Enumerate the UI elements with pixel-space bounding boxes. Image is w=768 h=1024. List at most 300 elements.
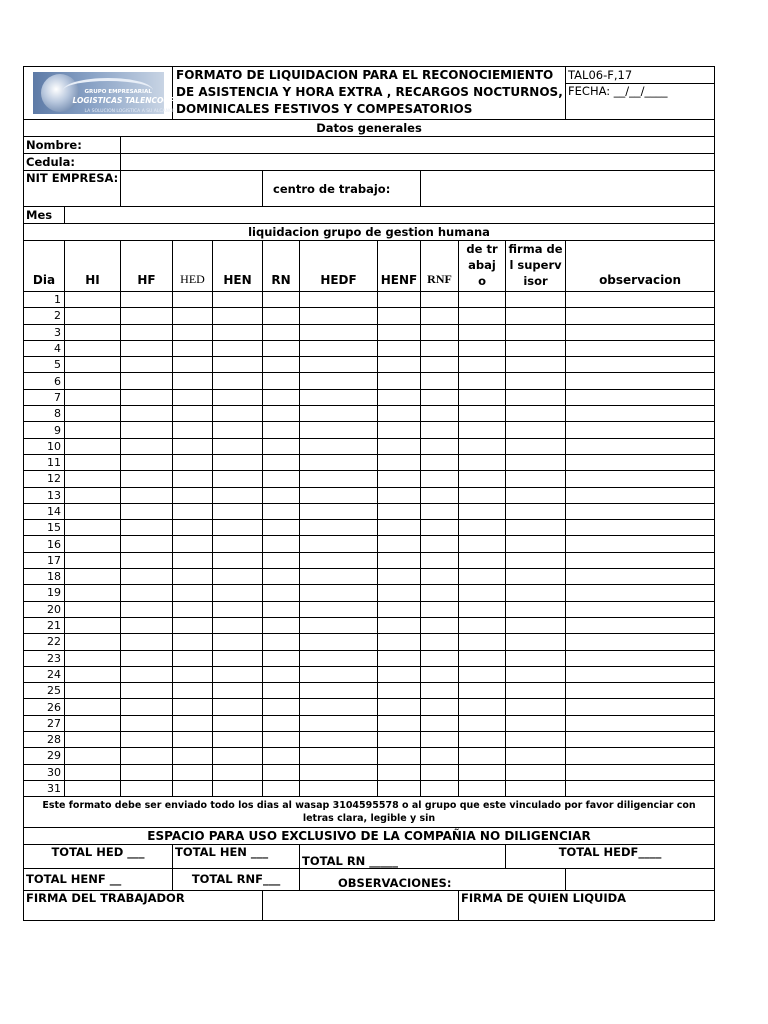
day-cell[interactable] [263, 454, 300, 470]
day-cell[interactable] [378, 650, 421, 666]
day-cell[interactable] [300, 748, 378, 764]
day-cell[interactable] [263, 666, 300, 682]
day-cell[interactable] [378, 748, 421, 764]
day-cell[interactable] [378, 324, 421, 340]
day-cell[interactable] [378, 389, 421, 405]
day-cell[interactable] [121, 780, 173, 796]
day-cell[interactable] [300, 454, 378, 470]
day-cell[interactable] [421, 454, 459, 470]
day-cell[interactable] [506, 617, 566, 633]
day-cell[interactable] [421, 552, 459, 568]
day-cell[interactable] [459, 732, 506, 748]
day-cell[interactable] [173, 585, 213, 601]
day-cell[interactable] [421, 324, 459, 340]
day-cell[interactable] [263, 634, 300, 650]
day-cell[interactable] [263, 748, 300, 764]
day-cell[interactable] [566, 292, 715, 308]
day-cell[interactable] [300, 617, 378, 633]
day-cell[interactable] [459, 454, 506, 470]
day-cell[interactable] [213, 650, 263, 666]
day-cell[interactable] [506, 715, 566, 731]
day-cell[interactable] [65, 373, 121, 389]
day-cell[interactable] [173, 683, 213, 699]
day-cell[interactable] [65, 340, 121, 356]
day-cell[interactable] [459, 748, 506, 764]
day-cell[interactable] [421, 666, 459, 682]
day-cell[interactable] [213, 634, 263, 650]
day-cell[interactable] [378, 715, 421, 731]
day-cell[interactable] [378, 666, 421, 682]
day-cell[interactable] [378, 683, 421, 699]
day-cell[interactable] [300, 308, 378, 324]
day-cell[interactable] [121, 422, 173, 438]
day-cell[interactable] [421, 585, 459, 601]
day-cell[interactable] [213, 666, 263, 682]
day-cell[interactable] [121, 487, 173, 503]
day-cell[interactable] [566, 650, 715, 666]
day-cell[interactable] [566, 683, 715, 699]
day-cell[interactable] [121, 715, 173, 731]
day-cell[interactable] [506, 732, 566, 748]
day-cell[interactable] [459, 503, 506, 519]
day-cell[interactable] [173, 454, 213, 470]
day-cell[interactable] [213, 292, 263, 308]
day-cell[interactable] [173, 732, 213, 748]
day-cell[interactable] [459, 406, 506, 422]
day-cell[interactable] [459, 422, 506, 438]
day-cell[interactable] [121, 454, 173, 470]
firma-trabajador-field[interactable] [263, 891, 459, 921]
day-cell[interactable] [300, 406, 378, 422]
day-cell[interactable] [263, 503, 300, 519]
day-cell[interactable] [300, 536, 378, 552]
day-cell[interactable] [506, 389, 566, 405]
day-cell[interactable] [300, 520, 378, 536]
day-cell[interactable] [566, 569, 715, 585]
day-cell[interactable] [65, 780, 121, 796]
day-cell[interactable] [566, 389, 715, 405]
day-cell[interactable] [506, 569, 566, 585]
day-cell[interactable] [173, 406, 213, 422]
day-cell[interactable] [566, 422, 715, 438]
day-cell[interactable] [213, 601, 263, 617]
day-cell[interactable] [121, 536, 173, 552]
day-cell[interactable] [378, 487, 421, 503]
day-cell[interactable] [506, 748, 566, 764]
day-cell[interactable] [65, 503, 121, 519]
day-cell[interactable] [421, 780, 459, 796]
day-cell[interactable] [213, 357, 263, 373]
day-cell[interactable] [213, 748, 263, 764]
day-cell[interactable] [65, 389, 121, 405]
day-cell[interactable] [459, 536, 506, 552]
day-cell[interactable] [421, 601, 459, 617]
day-cell[interactable] [378, 340, 421, 356]
day-cell[interactable] [566, 552, 715, 568]
day-cell[interactable] [213, 683, 263, 699]
day-cell[interactable] [263, 487, 300, 503]
day-cell[interactable] [173, 536, 213, 552]
day-cell[interactable] [459, 764, 506, 780]
day-cell[interactable] [263, 650, 300, 666]
day-cell[interactable] [506, 373, 566, 389]
day-cell[interactable] [506, 634, 566, 650]
day-cell[interactable] [173, 308, 213, 324]
day-cell[interactable] [121, 617, 173, 633]
day-cell[interactable] [566, 340, 715, 356]
day-cell[interactable] [173, 357, 213, 373]
day-cell[interactable] [566, 732, 715, 748]
day-cell[interactable] [173, 780, 213, 796]
day-cell[interactable] [421, 357, 459, 373]
day-cell[interactable] [263, 617, 300, 633]
day-cell[interactable] [121, 373, 173, 389]
day-cell[interactable] [213, 699, 263, 715]
day-cell[interactable] [300, 601, 378, 617]
day-cell[interactable] [378, 520, 421, 536]
day-cell[interactable] [566, 536, 715, 552]
day-cell[interactable] [65, 634, 121, 650]
mes-field[interactable] [65, 207, 715, 224]
day-cell[interactable] [65, 748, 121, 764]
day-cell[interactable] [566, 324, 715, 340]
day-cell[interactable] [173, 340, 213, 356]
day-cell[interactable] [421, 406, 459, 422]
day-cell[interactable] [121, 748, 173, 764]
day-cell[interactable] [213, 732, 263, 748]
day-cell[interactable] [421, 292, 459, 308]
day-cell[interactable] [421, 732, 459, 748]
day-cell[interactable] [421, 389, 459, 405]
day-cell[interactable] [213, 715, 263, 731]
day-cell[interactable] [173, 666, 213, 682]
day-cell[interactable] [121, 389, 173, 405]
day-cell[interactable] [459, 650, 506, 666]
day-cell[interactable] [506, 308, 566, 324]
day-cell[interactable] [506, 357, 566, 373]
day-cell[interactable] [173, 373, 213, 389]
day-cell[interactable] [300, 780, 378, 796]
day-cell[interactable] [65, 292, 121, 308]
observaciones-field[interactable] [566, 869, 715, 891]
day-cell[interactable] [378, 552, 421, 568]
day-cell[interactable] [506, 487, 566, 503]
day-cell[interactable] [506, 454, 566, 470]
day-cell[interactable] [459, 715, 506, 731]
day-cell[interactable] [421, 422, 459, 438]
day-cell[interactable] [213, 503, 263, 519]
day-cell[interactable] [378, 308, 421, 324]
day-cell[interactable] [263, 422, 300, 438]
day-cell[interactable] [263, 569, 300, 585]
day-cell[interactable] [378, 471, 421, 487]
day-cell[interactable] [506, 699, 566, 715]
day-cell[interactable] [263, 732, 300, 748]
day-cell[interactable] [300, 471, 378, 487]
day-cell[interactable] [213, 308, 263, 324]
day-cell[interactable] [173, 617, 213, 633]
day-cell[interactable] [506, 780, 566, 796]
day-cell[interactable] [263, 406, 300, 422]
day-cell[interactable] [378, 438, 421, 454]
day-cell[interactable] [263, 780, 300, 796]
day-cell[interactable] [263, 715, 300, 731]
nombre-field[interactable] [121, 137, 715, 154]
day-cell[interactable] [566, 357, 715, 373]
day-cell[interactable] [213, 406, 263, 422]
day-cell[interactable] [421, 373, 459, 389]
day-cell[interactable] [421, 715, 459, 731]
day-cell[interactable] [506, 552, 566, 568]
day-cell[interactable] [566, 308, 715, 324]
day-cell[interactable] [459, 585, 506, 601]
day-cell[interactable] [566, 454, 715, 470]
day-cell[interactable] [263, 324, 300, 340]
day-cell[interactable] [566, 748, 715, 764]
day-cell[interactable] [421, 569, 459, 585]
day-cell[interactable] [459, 389, 506, 405]
day-cell[interactable] [263, 389, 300, 405]
day-cell[interactable] [566, 520, 715, 536]
day-cell[interactable] [506, 520, 566, 536]
day-cell[interactable] [459, 601, 506, 617]
day-cell[interactable] [378, 601, 421, 617]
day-cell[interactable] [459, 520, 506, 536]
day-cell[interactable] [213, 389, 263, 405]
day-cell[interactable] [121, 569, 173, 585]
day-cell[interactable] [213, 487, 263, 503]
day-cell[interactable] [173, 422, 213, 438]
day-cell[interactable] [378, 503, 421, 519]
day-cell[interactable] [121, 324, 173, 340]
day-cell[interactable] [459, 324, 506, 340]
day-cell[interactable] [566, 617, 715, 633]
day-cell[interactable] [566, 487, 715, 503]
day-cell[interactable] [300, 503, 378, 519]
day-cell[interactable] [213, 324, 263, 340]
day-cell[interactable] [421, 683, 459, 699]
day-cell[interactable] [300, 569, 378, 585]
day-cell[interactable] [173, 748, 213, 764]
day-cell[interactable] [378, 373, 421, 389]
day-cell[interactable] [506, 683, 566, 699]
day-cell[interactable] [459, 438, 506, 454]
day-cell[interactable] [300, 764, 378, 780]
day-cell[interactable] [65, 569, 121, 585]
day-cell[interactable] [300, 357, 378, 373]
day-cell[interactable] [65, 699, 121, 715]
day-cell[interactable] [378, 422, 421, 438]
day-cell[interactable] [378, 406, 421, 422]
day-cell[interactable] [459, 308, 506, 324]
day-cell[interactable] [300, 389, 378, 405]
day-cell[interactable] [213, 422, 263, 438]
day-cell[interactable] [566, 634, 715, 650]
day-cell[interactable] [263, 438, 300, 454]
day-cell[interactable] [263, 764, 300, 780]
day-cell[interactable] [173, 487, 213, 503]
day-cell[interactable] [378, 780, 421, 796]
day-cell[interactable] [121, 503, 173, 519]
day-cell[interactable] [459, 487, 506, 503]
day-cell[interactable] [121, 601, 173, 617]
day-cell[interactable] [65, 438, 121, 454]
day-cell[interactable] [506, 471, 566, 487]
day-cell[interactable] [121, 699, 173, 715]
day-cell[interactable] [566, 503, 715, 519]
day-cell[interactable] [506, 292, 566, 308]
day-cell[interactable] [378, 732, 421, 748]
day-cell[interactable] [121, 764, 173, 780]
day-cell[interactable] [263, 699, 300, 715]
day-cell[interactable] [213, 569, 263, 585]
day-cell[interactable] [65, 471, 121, 487]
day-cell[interactable] [65, 357, 121, 373]
day-cell[interactable] [173, 389, 213, 405]
day-cell[interactable] [459, 683, 506, 699]
day-cell[interactable] [459, 666, 506, 682]
day-cell[interactable] [65, 764, 121, 780]
day-cell[interactable] [421, 764, 459, 780]
day-cell[interactable] [421, 438, 459, 454]
day-cell[interactable] [506, 601, 566, 617]
day-cell[interactable] [121, 552, 173, 568]
day-cell[interactable] [173, 764, 213, 780]
day-cell[interactable] [566, 601, 715, 617]
day-cell[interactable] [421, 650, 459, 666]
day-cell[interactable] [121, 520, 173, 536]
day-cell[interactable] [65, 601, 121, 617]
day-cell[interactable] [213, 536, 263, 552]
day-cell[interactable] [506, 406, 566, 422]
day-cell[interactable] [263, 471, 300, 487]
day-cell[interactable] [121, 357, 173, 373]
day-cell[interactable] [300, 699, 378, 715]
day-cell[interactable] [421, 699, 459, 715]
day-cell[interactable] [421, 503, 459, 519]
day-cell[interactable] [506, 324, 566, 340]
day-cell[interactable] [421, 487, 459, 503]
day-cell[interactable] [121, 471, 173, 487]
day-cell[interactable] [173, 552, 213, 568]
day-cell[interactable] [459, 699, 506, 715]
day-cell[interactable] [173, 569, 213, 585]
day-cell[interactable] [378, 617, 421, 633]
nit-field[interactable] [121, 171, 263, 207]
day-cell[interactable] [263, 520, 300, 536]
day-cell[interactable] [459, 357, 506, 373]
day-cell[interactable] [459, 780, 506, 796]
day-cell[interactable] [566, 764, 715, 780]
day-cell[interactable] [300, 634, 378, 650]
day-cell[interactable] [173, 292, 213, 308]
day-cell[interactable] [378, 454, 421, 470]
day-cell[interactable] [459, 373, 506, 389]
day-cell[interactable] [421, 536, 459, 552]
day-cell[interactable] [378, 634, 421, 650]
day-cell[interactable] [300, 487, 378, 503]
day-cell[interactable] [459, 340, 506, 356]
day-cell[interactable] [65, 666, 121, 682]
day-cell[interactable] [459, 634, 506, 650]
day-cell[interactable] [506, 422, 566, 438]
day-cell[interactable] [300, 438, 378, 454]
day-cell[interactable] [65, 732, 121, 748]
day-cell[interactable] [506, 438, 566, 454]
day-cell[interactable] [378, 764, 421, 780]
day-cell[interactable] [121, 406, 173, 422]
day-cell[interactable] [173, 634, 213, 650]
day-cell[interactable] [65, 683, 121, 699]
day-cell[interactable] [506, 650, 566, 666]
day-cell[interactable] [65, 536, 121, 552]
day-cell[interactable] [506, 340, 566, 356]
day-cell[interactable] [173, 324, 213, 340]
day-cell[interactable] [300, 650, 378, 666]
day-cell[interactable] [263, 308, 300, 324]
day-cell[interactable] [566, 438, 715, 454]
day-cell[interactable] [300, 715, 378, 731]
day-cell[interactable] [263, 585, 300, 601]
day-cell[interactable] [121, 634, 173, 650]
day-cell[interactable] [378, 292, 421, 308]
day-cell[interactable] [173, 650, 213, 666]
day-cell[interactable] [263, 340, 300, 356]
day-cell[interactable] [263, 601, 300, 617]
day-cell[interactable] [459, 569, 506, 585]
day-cell[interactable] [263, 683, 300, 699]
day-cell[interactable] [213, 585, 263, 601]
day-cell[interactable] [506, 666, 566, 682]
day-cell[interactable] [300, 373, 378, 389]
day-cell[interactable] [421, 748, 459, 764]
day-cell[interactable] [65, 454, 121, 470]
day-cell[interactable] [213, 764, 263, 780]
day-cell[interactable] [421, 634, 459, 650]
day-cell[interactable] [65, 324, 121, 340]
day-cell[interactable] [566, 666, 715, 682]
day-cell[interactable] [65, 715, 121, 731]
day-cell[interactable] [421, 471, 459, 487]
day-cell[interactable] [263, 552, 300, 568]
day-cell[interactable] [213, 454, 263, 470]
day-cell[interactable] [459, 552, 506, 568]
day-cell[interactable] [566, 471, 715, 487]
day-cell[interactable] [506, 503, 566, 519]
day-cell[interactable] [121, 438, 173, 454]
day-cell[interactable] [173, 438, 213, 454]
day-cell[interactable] [421, 340, 459, 356]
day-cell[interactable] [121, 650, 173, 666]
day-cell[interactable] [421, 308, 459, 324]
day-cell[interactable] [213, 438, 263, 454]
day-cell[interactable] [213, 617, 263, 633]
day-cell[interactable] [378, 569, 421, 585]
day-cell[interactable] [213, 471, 263, 487]
day-cell[interactable] [566, 373, 715, 389]
day-cell[interactable] [300, 585, 378, 601]
day-cell[interactable] [121, 308, 173, 324]
day-cell[interactable] [300, 732, 378, 748]
day-cell[interactable] [378, 536, 421, 552]
day-cell[interactable] [300, 683, 378, 699]
day-cell[interactable] [300, 666, 378, 682]
day-cell[interactable] [65, 422, 121, 438]
day-cell[interactable] [459, 617, 506, 633]
day-cell[interactable] [213, 780, 263, 796]
day-cell[interactable] [566, 780, 715, 796]
day-cell[interactable] [566, 715, 715, 731]
